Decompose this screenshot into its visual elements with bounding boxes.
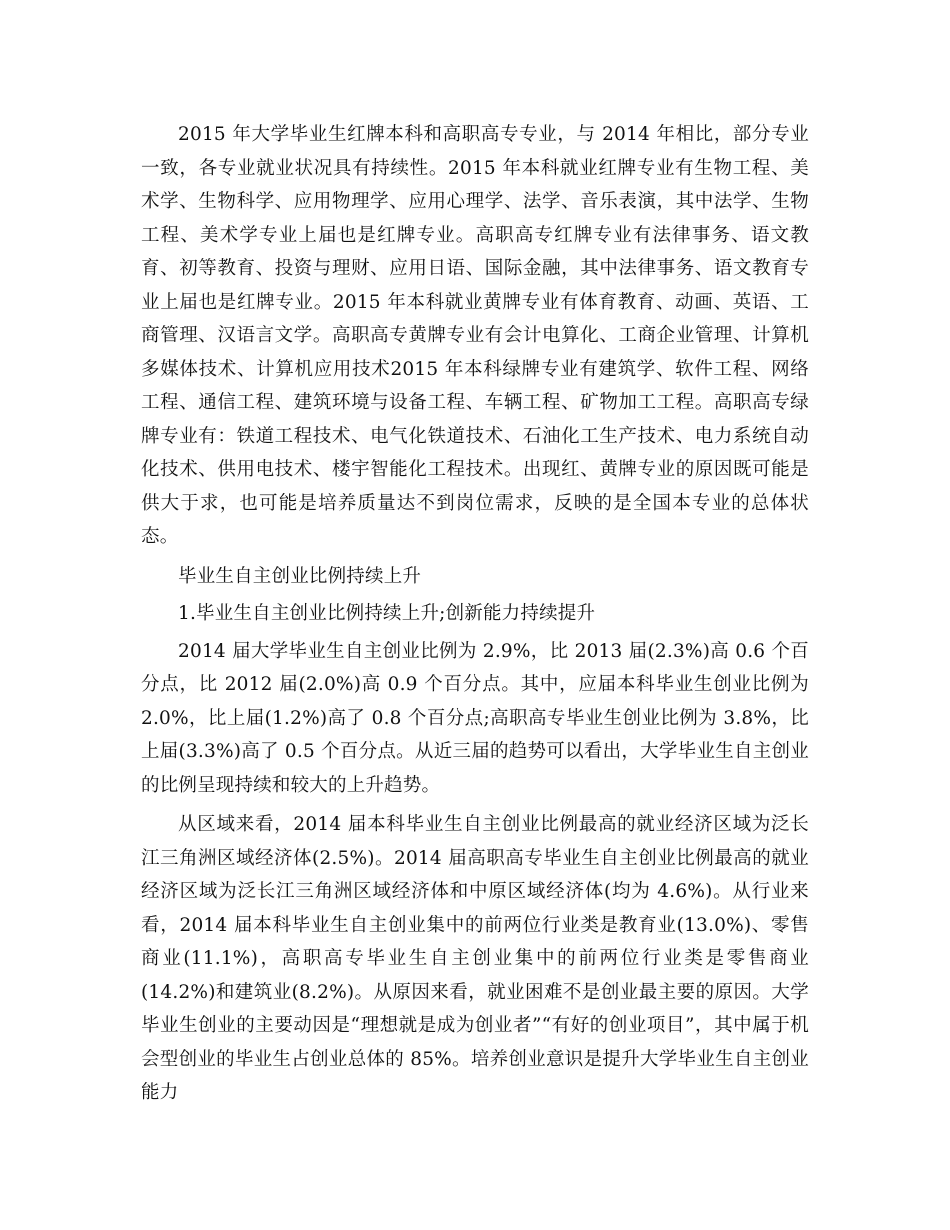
document-body xyxy=(141,118,809,1116)
paragraph-region-industry: 从区域来看，2014 届本科毕业生自主创业比例最高的就业经济区域为泛长江三角洲区域经济体(2.5%)。2014 届高职高专毕业生自主创业比例最高的就业经济区域为泛长江三角洲区域经济体和中原区域经济体(均为 4.6%)。从行业来看，2014 届本科毕业生自主创业集中的前两位行业类是教育业(13.0%)、零售商业(11.1%)，高职高专毕业生自主创业集中的前两位行业类是零售商业(14.2%)和建筑业(8.2%)。从原因来看，就业困难不是创业最主要的原因。大学毕业生创业的主要动因是“理想就是成为创业者”“有好的创业项目”，其中属于机会型创业的毕业生占创业总体的 85%。培养创业意识是提升大学毕业生自主创业能力 xyxy=(141,814,809,1103)
section-heading: 毕业生自主创业比例持续上升 xyxy=(178,565,422,587)
paragraph-entrepreneurship-ratio: 2014 届大学毕业生自主创业比例为 2.9%，比 2013 届(2.3%)高 0.6 个百分点，比 2012 届(2.0%)高 0.9 个百分点。其中，应届本科毕业生创业比例为 2.0%，比上届(1.2%)高了 0.8 个百分点;高职高专毕业生创业比例为 3.8%，比上届(3.3%)高了 0.5 个百分点。从近三届的趋势可以看出，大学毕业生自主创业的比例呈现持续和较大的上升趋势。 xyxy=(141,640,809,796)
subsection-heading: 1.毕业生自主创业比例持续上升;创新能力持续提升 xyxy=(178,603,596,624)
paragraph-major-warning-list: 2015 年大学毕业生红牌本科和高职高专专业，与 2014 年相比，部分专业一致，各专业就业状况具有持续性。2015 年本科就业红牌专业有生物工程、美术学、生物科学、应用物理学、应用心理学、法学、音乐表演，其中法学、生物工程、美术学专业上届也是红牌专业。高职高专红牌专业有法律事务、语文教育、初等教育、投资与理财、应用日语、国际金融，其中法律事务、语文教育专业上届也是红牌专业。2015 年本科就业黄牌专业有体育教育、动画、英语、工商管理、汉语言文学。高职高专黄牌专业有会计电算化、工商企业管理、计算机多媒体技术、计算机应用技术2015 年本科绿牌专业有建筑学、软件工程、网络工程、通信工程、建筑环境与设备工程、车辆工程、矿物加工工程。高职高专绿牌专业有：铁道工程技术、电气化铁道技术、石油化工生产技术、电力系统自动化技术、供用电技术、楼宇智能化工程技术。出现红、黄牌专业的原因既可能是供大于求，也可能是培养质量达不到岗位需求，反映的是全国本专业的总体状态。 xyxy=(141,124,809,547)
